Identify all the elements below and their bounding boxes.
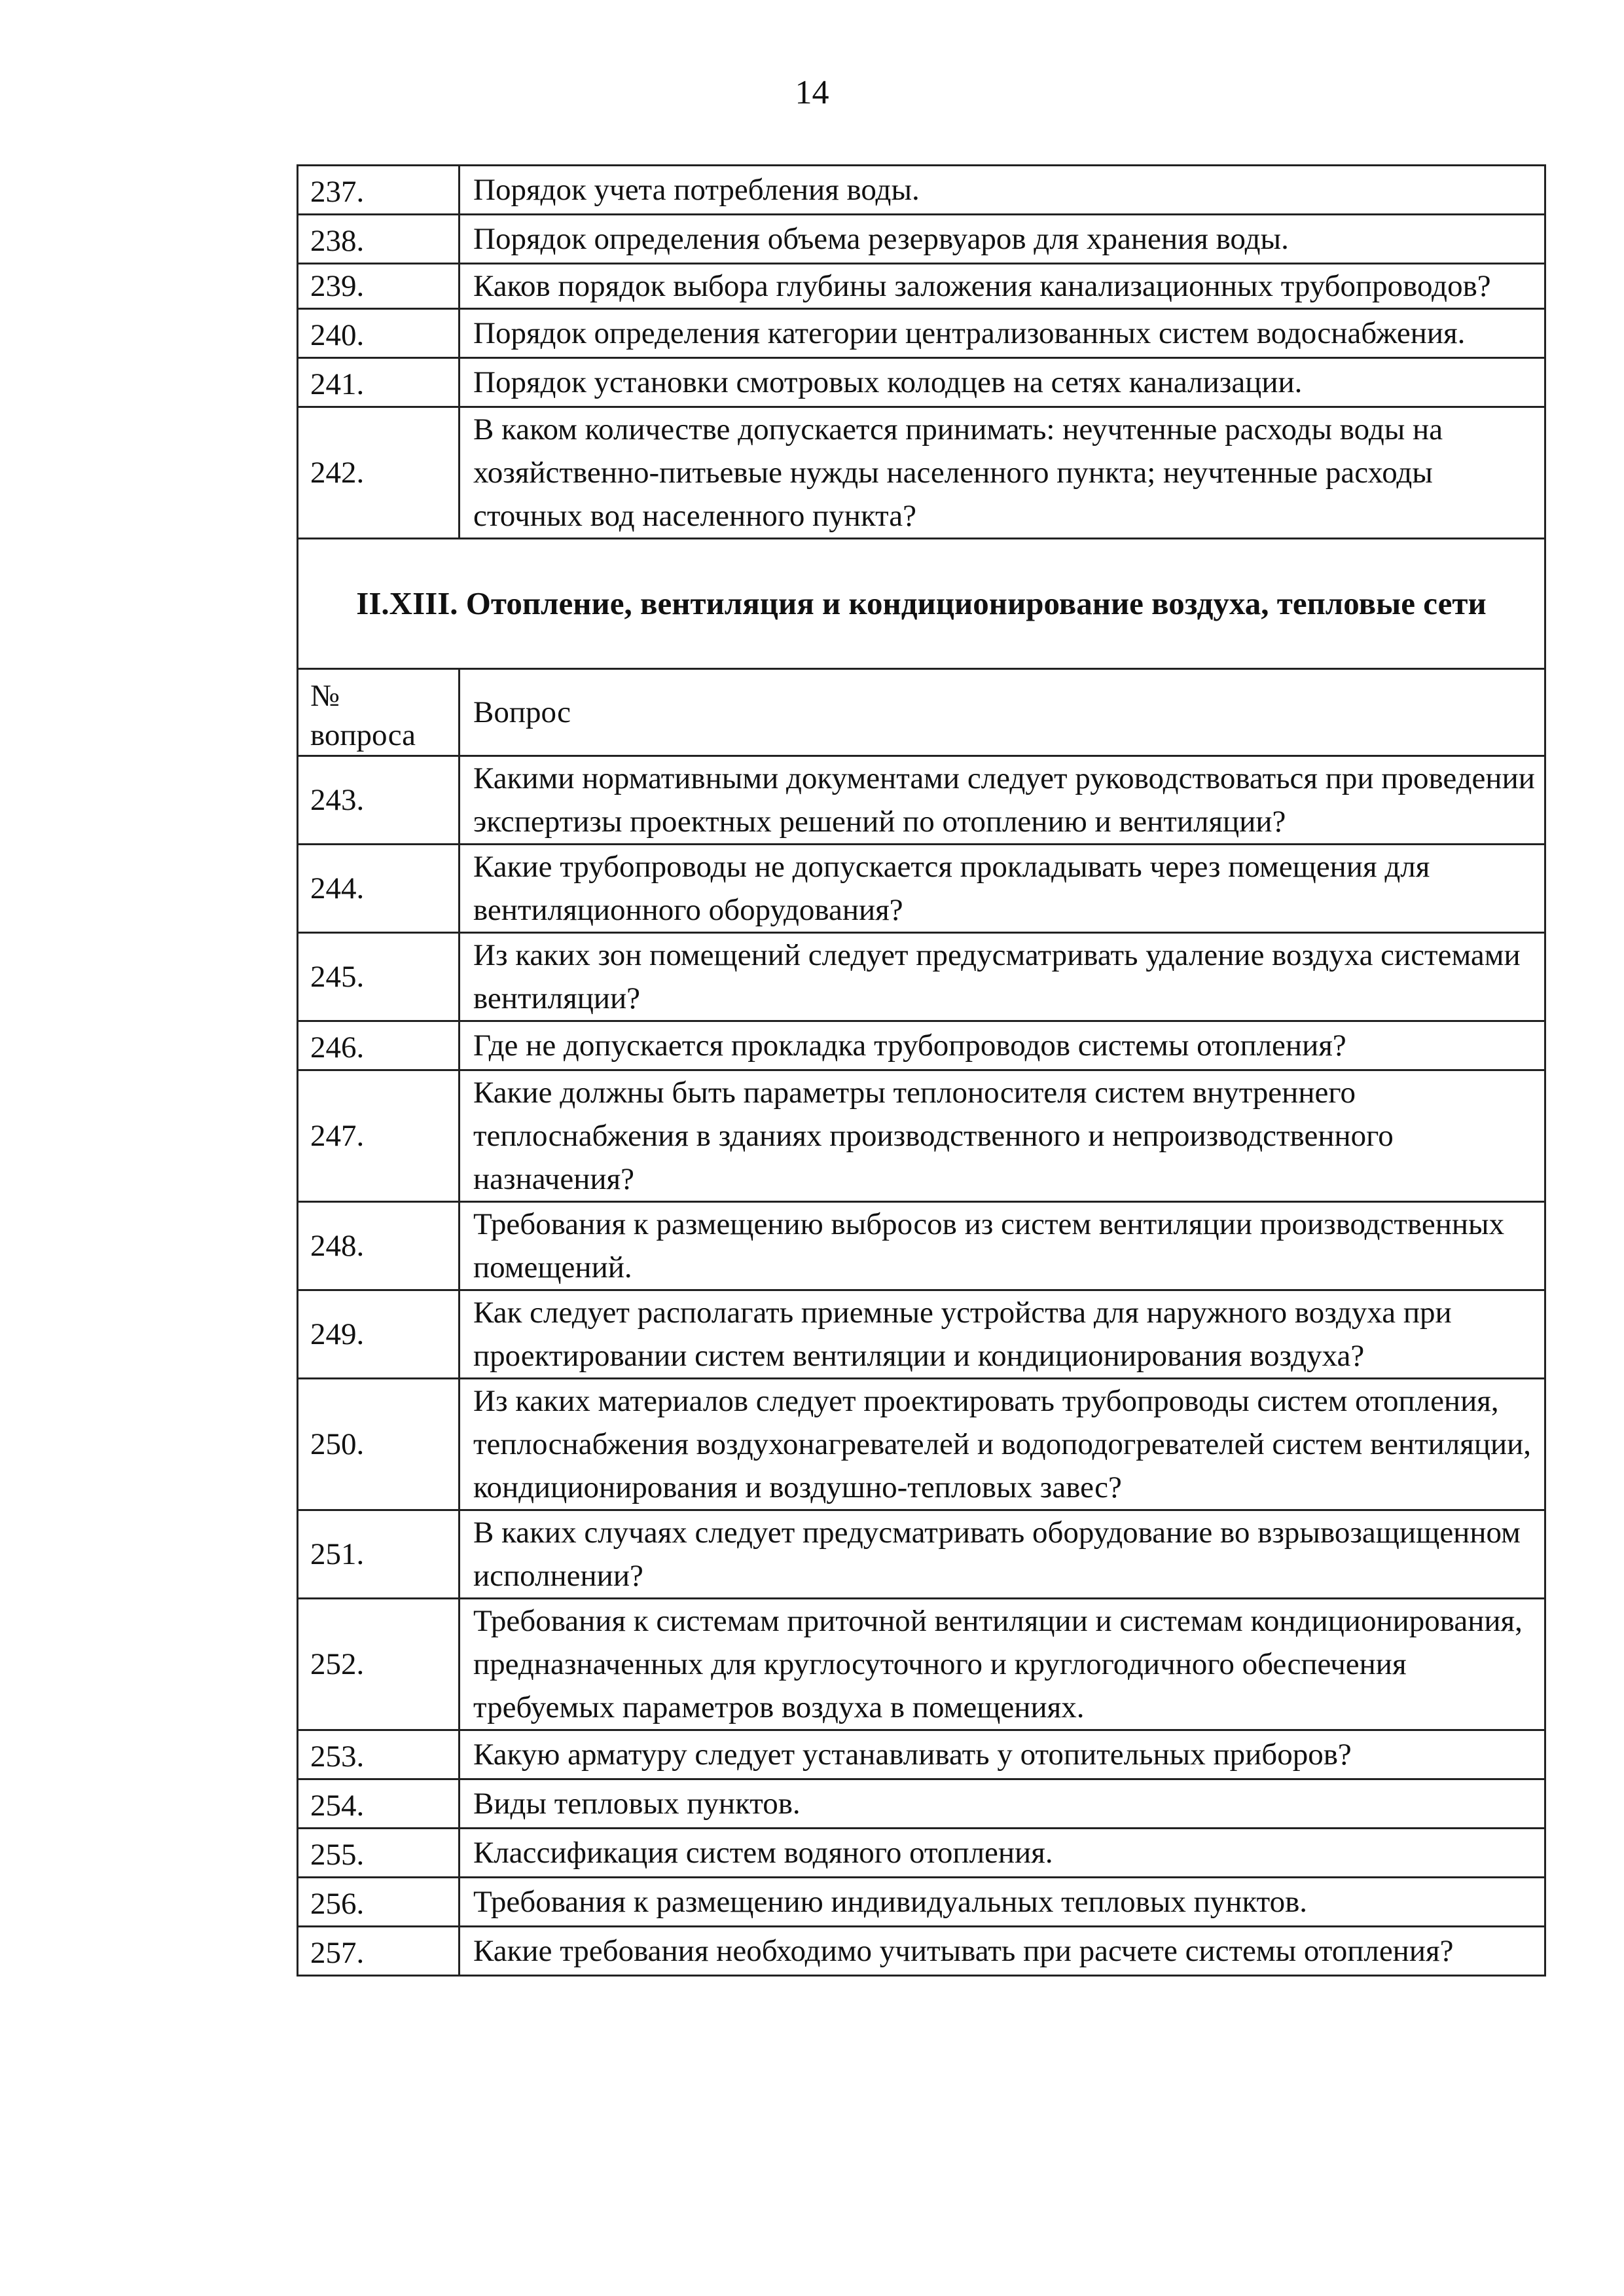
table-row: [298, 1070, 1545, 1202]
table-row: [298, 1290, 1545, 1379]
table-row: [298, 756, 1545, 845]
table-header-row: [298, 669, 1545, 756]
question-number: 240.: [298, 309, 460, 358]
question-text: Какими нормативными документами следует руководствоваться при проведении экспертизы проектных решений по отоплению и вентиляции?: [460, 756, 1545, 845]
question-text: Требования к размещению индивидуальных тепловых пунктов.: [460, 1878, 1545, 1927]
table-row: [298, 1021, 1545, 1070]
question-text: Виды тепловых пунктов.: [460, 1779, 1545, 1829]
question-text: Где не допускается прокладка трубопроводов системы отопления?: [460, 1021, 1545, 1070]
table-row: [298, 1379, 1545, 1510]
question-text: Порядок учета потребления воды.: [460, 166, 1545, 215]
table-row: [298, 215, 1545, 264]
question-number: 254.: [298, 1779, 460, 1829]
question-text: Какую арматуру следует устанавливать у отопительных приборов?: [460, 1730, 1545, 1779]
question-text: Требования к размещению выбросов из систем вентиляции производственных помещений.: [460, 1202, 1545, 1290]
question-number: 245.: [298, 933, 460, 1021]
question-text: Каков порядок выбора глубины заложения канализационных трубопроводов?: [460, 264, 1545, 309]
question-number: 249.: [298, 1290, 460, 1379]
question-text: Порядок установки смотровых колодцев на сетях канализации.: [460, 358, 1545, 407]
table-row: [298, 1927, 1545, 1976]
table-row: [298, 1599, 1545, 1730]
table-row: [298, 933, 1545, 1021]
question-text: Порядок определения категории централизованных систем водоснабжения.: [460, 309, 1545, 358]
question-text: Какие трубопроводы не допускается прокладывать через помещения для вентиляционного оборудования?: [460, 845, 1545, 933]
column-header-number-symbol: №: [310, 679, 340, 713]
question-text: Из каких зон помещений следует предусматривать удаление воздуха системами вентиляции?: [460, 933, 1545, 1021]
question-text: Какие требования необходимо учитывать при расчете системы отопления?: [460, 1927, 1545, 1976]
column-header-number-word: вопроса: [310, 718, 416, 752]
question-number: 242.: [298, 407, 460, 539]
question-number: 248.: [298, 1202, 460, 1290]
question-number: 251.: [298, 1510, 460, 1599]
question-number: 247.: [298, 1070, 460, 1202]
question-text: Как следует располагать приемные устройства для наружного воздуха при проектировании систем вентиляции и кондиционирования воздуха?: [460, 1290, 1545, 1379]
question-text: Классификация систем водяного отопления.: [460, 1829, 1545, 1878]
column-header-number: [298, 669, 460, 756]
table-row: [298, 166, 1545, 215]
table-row: [298, 264, 1545, 309]
question-number: 246.: [298, 1021, 460, 1070]
question-number: 238.: [298, 215, 460, 264]
question-number: 253.: [298, 1730, 460, 1779]
question-number: 255.: [298, 1829, 460, 1878]
question-number: 250.: [298, 1379, 460, 1510]
table-row: [298, 845, 1545, 933]
question-number: 256.: [298, 1878, 460, 1927]
table-row: [298, 309, 1545, 358]
question-number: 243.: [298, 756, 460, 845]
section-title: II.XIII. Отопление, вентиляция и кондиционирование воздуха, тепловые сети: [298, 539, 1545, 669]
question-text: В каких случаях следует предусматривать оборудование во взрывозащищенном исполнении?: [460, 1510, 1545, 1599]
table-row: [298, 1878, 1545, 1927]
question-text: Из каких материалов следует проектировать трубопроводы систем отопления, теплоснабжения воздухонагревателей и водоподогревателей систем вентиляции, кондиционирования и воздушно-тепловых завес?: [460, 1379, 1545, 1510]
table-row: [298, 1829, 1545, 1878]
section-heading-row: [298, 539, 1545, 669]
table-row: [298, 1202, 1545, 1290]
table-row: [298, 1779, 1545, 1829]
question-text: Требования к системам приточной вентиляции и системам кондиционирования, предназначенных для круглосуточного и круглогодичного обеспечения требуемых параметров воздуха в помещениях.: [460, 1599, 1545, 1730]
question-text: В каком количестве допускается принимать: неучтенные расходы воды на хозяйственно-питьевые нужды населенного пункта; неучтенные расходы сточных вод населенного пункта?: [460, 407, 1545, 539]
question-number: 252.: [298, 1599, 460, 1730]
question-number: 241.: [298, 358, 460, 407]
questions-table: [297, 164, 1546, 1977]
column-header-question: Вопрос: [460, 669, 1545, 756]
question-text: Какие должны быть параметры теплоносителя систем внутреннего теплоснабжения в зданиях производственного и непроизводственного назначения?: [460, 1070, 1545, 1202]
page-number: 14: [795, 74, 829, 111]
question-number: 257.: [298, 1927, 460, 1976]
table-row: [298, 1510, 1545, 1599]
question-number: 237.: [298, 166, 460, 215]
table-row: [298, 407, 1545, 539]
question-number: 244.: [298, 845, 460, 933]
table-row: [298, 358, 1545, 407]
question-number: 239.: [298, 264, 460, 309]
table-row: [298, 1730, 1545, 1779]
question-text: Порядок определения объема резервуаров для хранения воды.: [460, 215, 1545, 264]
